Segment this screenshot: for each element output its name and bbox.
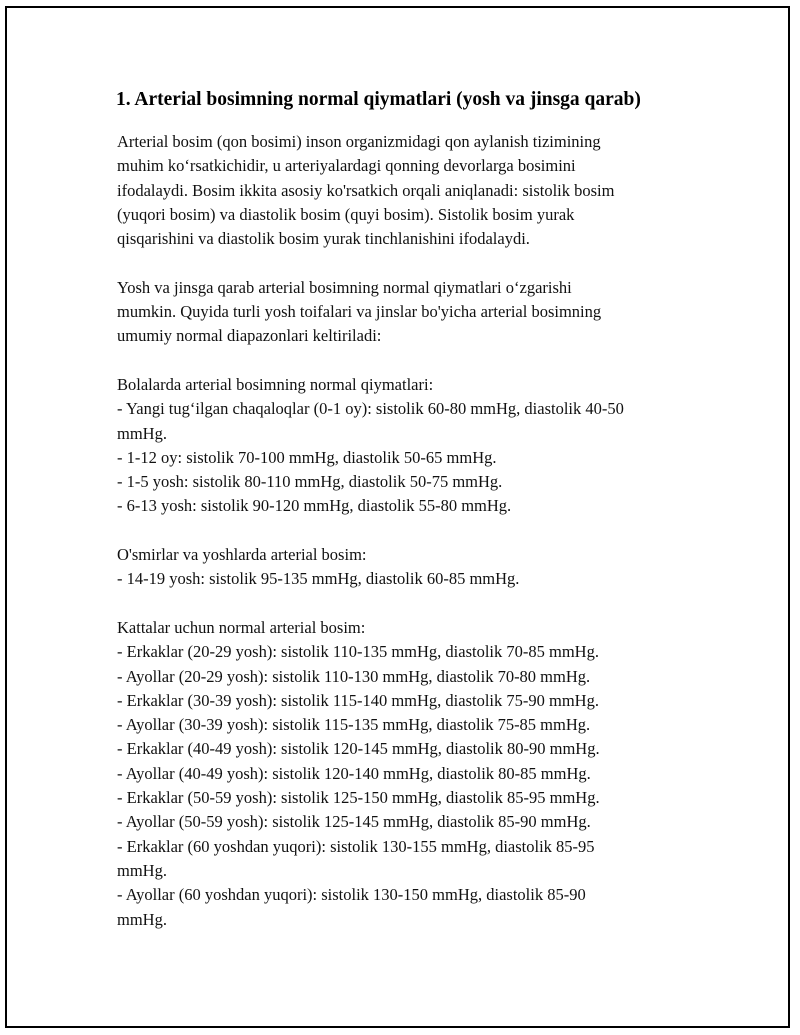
intro-line: Arterial bosim (qon bosimi) inson organizmidagi qon aylanish tizimining	[117, 132, 601, 151]
list-item: mmHg.	[117, 909, 167, 929]
intro-paragraph	[117, 130, 697, 251]
list-item: - 6-13 yosh: sistolik 90-120 mmHg, diastolik 55-80 mmHg.	[117, 496, 512, 516]
list-item: - Erkaklar (50-59 yosh): sistolik 125-150 mmHg, diastolik 85-95 mmHg.	[117, 788, 600, 808]
list-item: mmHg.	[117, 423, 167, 443]
list-item: mmHg.	[117, 860, 167, 880]
section-title: 1. Arterial bosimning normal qiymatlari (yosh va jinsga qarab)	[116, 89, 641, 110]
adults-heading: Kattalar uchun normal arterial bosim:	[117, 617, 366, 637]
children-heading: Bolalarda arterial bosimning normal qiymatlari:	[117, 374, 434, 394]
list-item: - Ayollar (60 yoshdan yuqori): sistolik 130-150 mmHg, diastolik 85-90	[117, 885, 586, 905]
intro-line: (yuqori bosim) va diastolik bosim (quyi bosim). Sistolik bosim yurak	[117, 204, 575, 224]
list-item: - Erkaklar (20-29 yosh): sistolik 110-135 mmHg, diastolik 70-85 mmHg.	[117, 642, 599, 662]
intro-line: ifodalaydi. Bosim ikkita asosiy ko'rsatkich orqali aniqlanadi: sistolik bosim	[117, 180, 615, 200]
list-item: - Ayollar (50-59 yosh): sistolik 125-145 mmHg, diastolik 85-90 mmHg.	[117, 812, 591, 832]
intro-line: muhim ko‘rsatkichidir, u arteriyalardagi qonning devorlarga bosimini	[117, 156, 576, 176]
children-section	[117, 373, 697, 519]
list-item: - Ayollar (20-29 yosh): sistolik 110-130 mmHg, diastolik 70-80 mmHg.	[117, 666, 591, 686]
list-item: - Ayollar (30-39 yosh): sistolik 115-135 mmHg, diastolik 75-85 mmHg.	[117, 715, 591, 735]
paragraph-line: umumiy normal diapazonlari keltiriladi:	[117, 326, 382, 346]
list-item: - Yangi tug‘ilgan chaqaloqlar (0-1 oy): sistolik 60-80 mmHg, diastolik 40-50	[117, 399, 624, 419]
paragraph-line: Yosh va jinsga qarab arterial bosimning normal qiymatlari o‘zgarishi	[117, 277, 572, 297]
teens-section	[117, 543, 697, 592]
paragraph-line: mumkin. Quyida turli yosh toifalari va jinslar bo'yicha arterial bosimning	[117, 302, 602, 322]
teens-heading: O'smirlar va yoshlarda arterial bosim:	[117, 545, 367, 565]
list-item: - 1-12 oy: sistolik 70-100 mmHg, diastolik 50-65 mmHg.	[117, 447, 497, 467]
list-item: - Erkaklar (30-39 yosh): sistolik 115-140 mmHg, diastolik 75-90 mmHg.	[117, 690, 599, 710]
document-body	[112, 87, 697, 956]
list-item: - 1-5 yosh: sistolik 80-110 mmHg, diastolik 50-75 mmHg.	[117, 472, 503, 492]
list-item: - Ayollar (40-49 yosh): sistolik 120-140 mmHg, diastolik 80-85 mmHg.	[117, 763, 591, 783]
list-item: - Erkaklar (40-49 yosh): sistolik 120-145 mmHg, diastolik 80-90 mmHg.	[117, 739, 600, 759]
intro-line: qisqarishini va diastolik bosim yurak tinchlanishini ifodalaydi.	[117, 229, 530, 249]
age-gender-paragraph	[117, 276, 697, 349]
adults-section	[117, 616, 697, 932]
list-item: - Erkaklar (60 yoshdan yuqori): sistolik 130-155 mmHg, diastolik 85-95	[117, 836, 595, 856]
list-item: - 14-19 yosh: sistolik 95-135 mmHg, diastolik 60-85 mmHg.	[117, 569, 520, 589]
